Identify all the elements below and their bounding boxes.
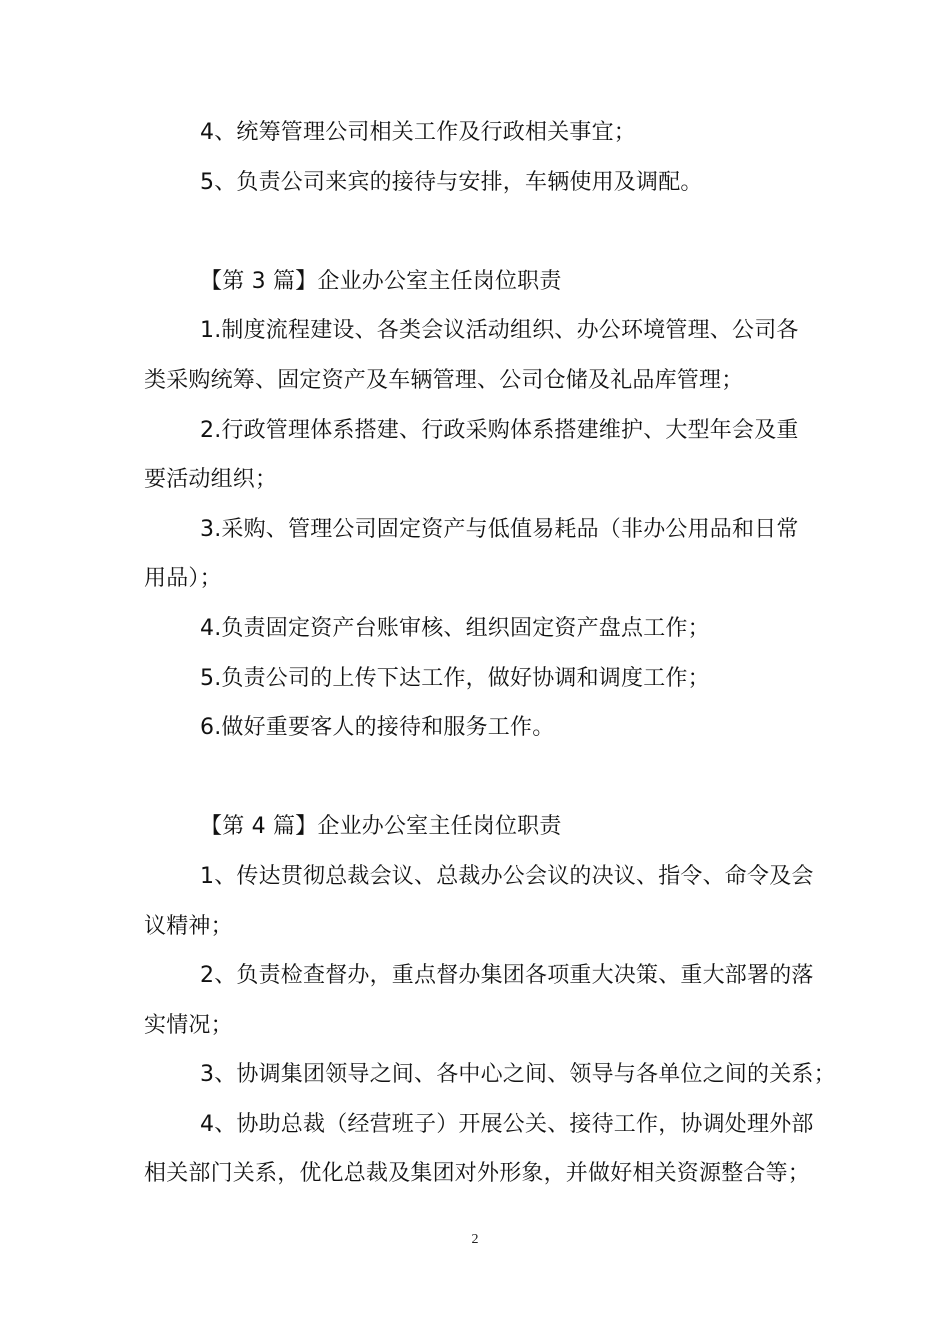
paragraph-line: 要活动组织； — [144, 467, 278, 493]
section-4-heading: 【第 4 篇】企业办公室主任岗位职责 — [200, 814, 562, 840]
paragraph-line: 2、负责检查督办，重点督办集团各项重大决策、重大部署的落 — [200, 963, 814, 989]
paragraph-line: 类采购统筹、固定资产及车辆管理、公司仓储及礼品库管理； — [144, 367, 744, 393]
paragraph-line: 5、负责公司来宾的接待与安排，车辆使用及调配。 — [200, 169, 703, 195]
paragraph-line: 5.负责公司的上传下达工作，做好协调和调度工作； — [200, 665, 710, 691]
paragraph-line: 3、协调集团领导之间、各中心之间、领导与各单位之间的关系； — [200, 1062, 836, 1088]
paragraph-line: 实情况； — [144, 1012, 233, 1038]
paragraph-line: 议精神； — [144, 913, 233, 939]
section-gap — [144, 753, 814, 803]
section-3-heading: 【第 3 篇】企业办公室主任岗位职责 — [200, 268, 562, 294]
paragraph-line: 3.采购、管理公司固定资产与低值易耗品（非办公用品和日常 — [200, 516, 799, 542]
paragraph-line: 1.制度流程建设、各类会议活动组织、办公环境管理、公司各 — [200, 318, 799, 344]
paragraph-line: 4、协助总裁（经营班子）开展公关、接待工作，协调处理外部 — [200, 1111, 814, 1137]
page-number: 2 — [471, 1232, 479, 1247]
paragraph-line: 4.负责固定资产台账审核、组织固定资产盘点工作； — [200, 615, 710, 641]
paragraph-line: 用品）； — [144, 566, 222, 592]
paragraph-line: 1、传达贯彻总裁会议、总裁办公会议的决议、指令、命令及会 — [200, 863, 814, 889]
paragraph-line: 4、统筹管理公司相关工作及行政相关事宜； — [200, 120, 636, 145]
paragraph-line: 6.做好重要客人的接待和服务工作。 — [200, 715, 555, 741]
paragraph-line: 2.行政管理体系搭建、行政采购体系搭建维护、大型年会及重 — [200, 417, 799, 443]
paragraph-line: 相关部门关系，优化总裁及集团对外形象，并做好相关资源整合等； — [144, 1161, 811, 1187]
document-body — [144, 108, 836, 1199]
section-gap — [144, 207, 814, 257]
